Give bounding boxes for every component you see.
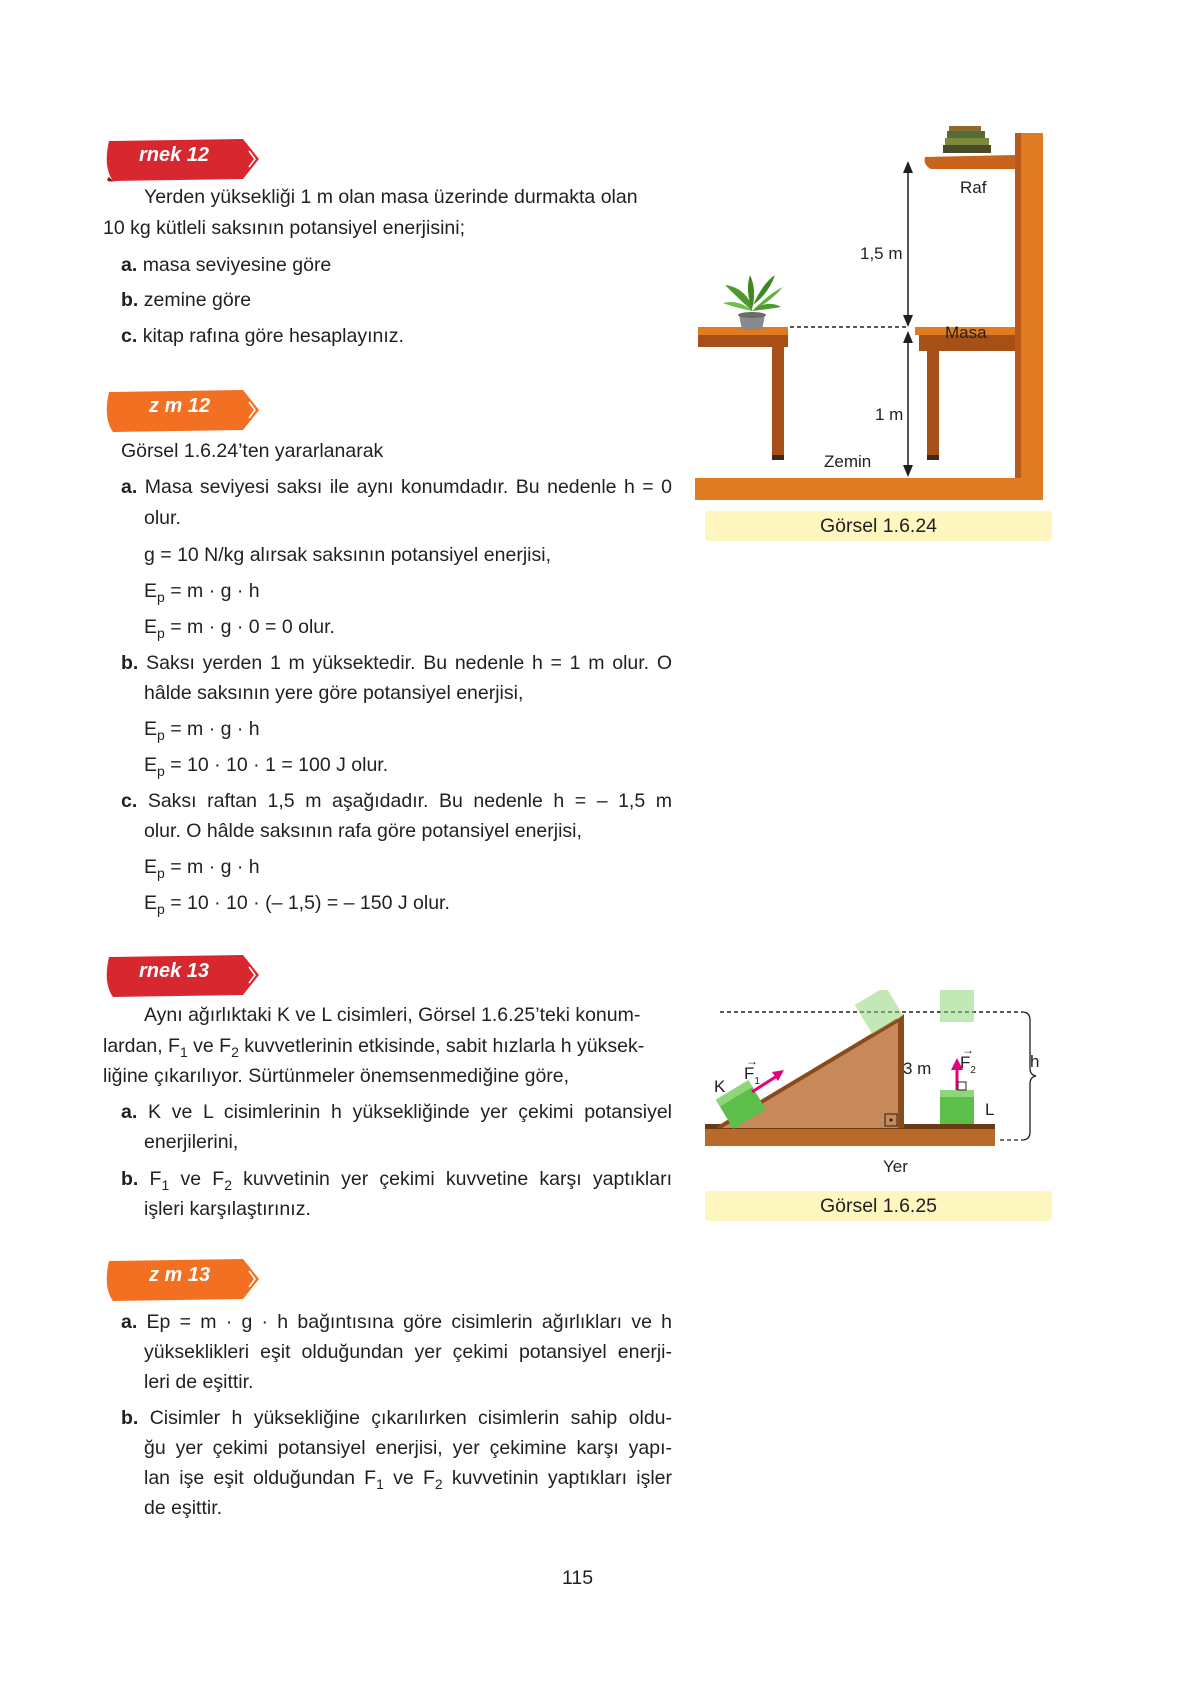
solution-12-eq-5: $E_p = m \cdot g \cdot h$ xyxy=(144,856,260,881)
solution-12-eq-2: $E_p = m \cdot g \cdot 0 = 0$ olur. xyxy=(144,616,335,641)
solution-12-eq-4: $E_p = 10 \cdot 10 \cdot 1 = 100$ J olur. xyxy=(144,754,389,779)
figure-1-6-25-caption: Görsel 1.6.25 xyxy=(705,1191,1052,1221)
solution-13-a-line-2: yükseklikleri eşit olduğundan yer çekimi potansiyel enerji- xyxy=(144,1341,672,1363)
example-12-intro-1: Yerden yüksekliği 1 m olan masa üzerinde durmakta olan xyxy=(144,186,638,208)
example-13-label: rnek 13 xyxy=(139,960,210,982)
solution-13-ribbon xyxy=(103,1257,261,1303)
example-13-ribbon xyxy=(103,953,261,999)
example-13-a-line-2: enerjilerini, xyxy=(144,1131,239,1153)
example-12-item-c: c. kitap rafına göre hesaplayınız. xyxy=(121,325,404,347)
label-h: h xyxy=(1030,1052,1040,1071)
label-3-m: 3 m xyxy=(903,1059,932,1078)
solution-12-c-line-1: c. Saksı raftan 1,5 m aşağıdadır. Bu nedenle h = – 1,5 m xyxy=(121,790,672,812)
floor xyxy=(695,478,1043,500)
figure-1-6-24 xyxy=(695,125,1055,505)
label-1-m: 1 m xyxy=(875,405,904,424)
label-f1: → $F_1$ xyxy=(744,1054,760,1087)
example-12-item-b: b. zemine göre xyxy=(121,289,252,311)
figure-1-6-24-caption: Görsel 1.6.24 xyxy=(705,511,1052,541)
label-l: L xyxy=(985,1100,995,1119)
solution-12-g-line: g = 10 N/kg alırsak saksının potansiyel enerjisi, xyxy=(144,544,551,566)
solution-13-a-line-1: a. Ep = m · g · h bağıntısına göre cisimlerin ağırlıkları ve h xyxy=(121,1311,673,1333)
label-raf: Raf xyxy=(960,178,987,197)
solution-12-eq-6: $E_p = 10 \cdot 10$ · (– 1,5) = – 150 J olur. xyxy=(144,892,450,917)
example-12-label: rnek 12 xyxy=(139,144,210,166)
solution-13-label: z m 13 xyxy=(149,1264,211,1286)
example-13-a-line-1: a. K ve L cisimlerinin h yüksekliğinde yer çekimi potansiyel xyxy=(121,1101,673,1123)
solution-12-b-line-2: hâlde saksının yere göre potansiyel enerjisi, xyxy=(144,682,524,704)
label-masa: Masa xyxy=(945,323,987,342)
solution-12-ribbon xyxy=(103,388,261,434)
label-zemin: Zemin xyxy=(824,452,872,471)
label-1-5-m: 1,5 m xyxy=(860,244,903,263)
shelf xyxy=(925,155,1015,169)
plant-pot-icon xyxy=(723,275,783,330)
solution-13-b-line-1: b. Cisimler h yüksekliğine çıkarılırken cisimlerin sahip oldu- xyxy=(121,1407,673,1429)
solution-12-intro: Görsel 1.6.24’ten yararlanarak xyxy=(121,440,384,462)
solution-12-label: z m 12 xyxy=(149,395,211,417)
solution-12-eq-3: $E_p = m \cdot g \cdot h$ xyxy=(144,718,260,743)
solution-12-b-line-1: b. Saksı yerden 1 m yüksektedir. Bu nedenle h = 1 m olur. O xyxy=(121,652,673,674)
solution-13-b-line-3: lan işe eşit olduğundan $F_1$ ve $F_2$ kuvvetinin yaptıkları işler xyxy=(144,1467,672,1492)
label-k: K xyxy=(714,1077,726,1096)
solution-12-eq-1: $E_p = m \cdot g \cdot h$ xyxy=(144,580,260,605)
label-f2: → $F_2$ xyxy=(960,1043,976,1076)
solution-12-a-line-2: olur. xyxy=(144,507,181,529)
page-number: 115 xyxy=(562,1567,594,1589)
ground xyxy=(705,1128,995,1146)
solution-13-b-line-2: ğu yer çekimi potansiyel enerjisi, yer çekimine karşı yapı- xyxy=(144,1437,672,1459)
block-l xyxy=(940,1090,974,1124)
example-12-item-a: a. masa seviyesine göre xyxy=(121,254,332,276)
example-13-b-line-2: işleri karşılaştırınız. xyxy=(144,1198,311,1220)
solution-13-a-line-3: leri de eşittir. xyxy=(144,1371,254,1393)
example-13-b-line-1: b. $F_1$ ve $F_2$ kuvvetinin yer çekimi kuvvetine karşı yaptıkları xyxy=(121,1168,673,1193)
example-13-line-3: liğine çıkarılıyor. Sürtünmeler önemsenmediğine göre, xyxy=(103,1065,570,1087)
example-12-ribbon xyxy=(103,137,261,183)
label-yer: Yer xyxy=(883,1157,908,1176)
example-13-line-1: Aynı ağırlıktaki K ve L cisimleri, Görsel 1.6.25’teki konum- xyxy=(144,1004,641,1026)
solution-12-c-line-2: olur. O hâlde saksının rafa göre potansiyel enerjisi, xyxy=(144,820,582,842)
solution-12-a-line-1: a. Masa seviyesi saksı ile aynı konumdadır. Bu nedenle h = 0 xyxy=(121,476,673,498)
books-icon xyxy=(943,126,991,153)
solution-13-b-line-4: de eşittir. xyxy=(144,1497,223,1519)
example-13-line-2: lardan, $F_1$ ve $F_2$ kuvvetlerinin etkisinde, sabit hızlarla h yüksek- xyxy=(103,1035,645,1060)
example-12-intro-2: 10 kg kütleli saksının potansiyel enerjisini; xyxy=(103,217,466,239)
